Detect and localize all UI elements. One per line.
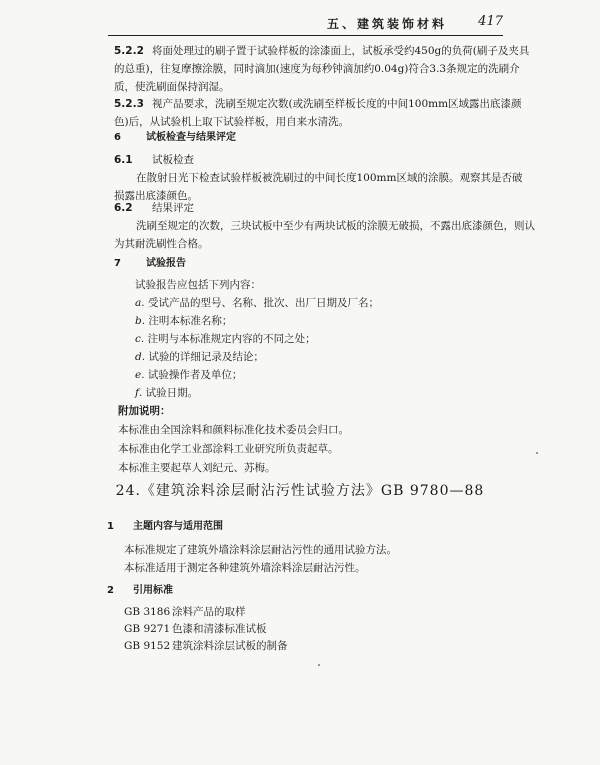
section-title: 主题内容与适用范围 [133, 521, 223, 532]
scope-paragraph [124, 541, 397, 577]
note-line: 本标准由化学工业部涂料工业研究所负责起草。 [118, 443, 339, 455]
note-line: 本标准由全国涂料和颜料标准化技术委员会归口。 [118, 424, 349, 436]
standard-title: 24.《建筑涂料涂层耐沾污性试验方法》GB 9780—88 [115, 483, 485, 499]
section-6-heading [114, 129, 236, 147]
list-item: b. 注明本标准名称； [135, 315, 233, 327]
page-header [108, 13, 503, 36]
clause-title: 结果评定 [152, 202, 194, 214]
list-item: a. 受试产品的型号、名称、批次、出厂日期及厂名； [135, 297, 379, 309]
section-title: 试验报告 [146, 258, 186, 269]
paragraph-line: 将面处理过的刷子置于试验样板的涂漆面上，试板承受约450g的负荷(刷子及夹具 [152, 45, 530, 57]
clause-5-2-2 [114, 42, 529, 96]
paragraph-line: 洗刷至规定的次数，三块试板中至少有两块试板的涂膜无破损，不露出底漆颜色，则认 [136, 220, 535, 232]
reference-item: GB 9271 色漆和清漆标准试板 [124, 623, 267, 635]
section-1-heading [107, 518, 223, 536]
list-item: d. 试验的详细记录及结论； [135, 351, 264, 363]
paragraph-line: 损露出底漆颜色。 [114, 190, 198, 202]
paragraph-line: 为其耐洗刷性合格。 [114, 238, 209, 250]
section-number: 7 [114, 258, 121, 269]
section-number: 6 [114, 132, 121, 143]
paragraph-line: 的总重)，往复摩擦涂膜，同时滴加(速度为每秒钟滴加约0.04g)符合3.3条规定的洗刷介 [114, 63, 520, 75]
clause-number: 6.2 [114, 202, 133, 214]
section-number: 1 [107, 521, 114, 532]
scan-speck [318, 664, 320, 666]
report-contents-list [135, 276, 379, 402]
reference-item: GB 3186 涂料产品的取样 [124, 606, 246, 618]
clause-5-2-3 [114, 95, 522, 131]
section-title: 引用标准 [133, 585, 173, 596]
clause-6-2 [114, 199, 535, 253]
clause-number: 5.2.3 [114, 98, 144, 110]
list-intro: 试验报告应包括下列内容： [135, 279, 261, 291]
section-2-heading [107, 582, 173, 600]
paragraph-line: 视产品要求，洗刷至规定次数(或洗刷至样板长度的中间100mm区域露出底漆颜 [152, 98, 522, 110]
paragraph-line: 质，使洗刷面保持润湿。 [114, 81, 230, 93]
paragraph-line: 本标准适用于测定各种建筑外墙涂料涂层耐沾污性。 [124, 562, 366, 574]
notes-title: 附加说明： [118, 405, 171, 417]
scan-speck [536, 452, 538, 454]
clause-number: 5.2.2 [114, 45, 144, 57]
section-title: 试板检查与结果评定 [146, 132, 236, 143]
section-7-heading [114, 255, 186, 273]
list-item: c. 注明与本标准规定内容的不同之处； [135, 333, 316, 345]
reference-list [124, 604, 288, 655]
running-title: 五、建筑装饰材料 [326, 17, 447, 31]
list-item: f. 试验日期。 [135, 387, 199, 399]
clause-title: 试板检查 [152, 154, 194, 166]
paragraph-line: 在散射日光下检查试验样板被洗刷过的中间长度100mm区域的涂膜。观察其是否破 [136, 172, 523, 184]
clause-6-1 [114, 151, 522, 205]
section-number: 2 [107, 585, 114, 596]
page-number: 417 [478, 14, 503, 29]
paragraph-line: 本标准规定了建筑外墙涂料涂层耐沾污性的通用试验方法。 [124, 544, 397, 556]
clause-number: 6.1 [114, 154, 133, 166]
note-line: 本标准主要起草人刘纪元、苏梅。 [118, 462, 276, 474]
additional-notes [114, 402, 349, 478]
paragraph-line: 色)后，从试验机上取下试验样板，用自来水清洗。 [114, 116, 350, 128]
reference-item: GB 9152 建筑涂料涂层试板的制备 [124, 640, 288, 652]
list-item: e. 试验操作者及单位； [135, 369, 243, 381]
